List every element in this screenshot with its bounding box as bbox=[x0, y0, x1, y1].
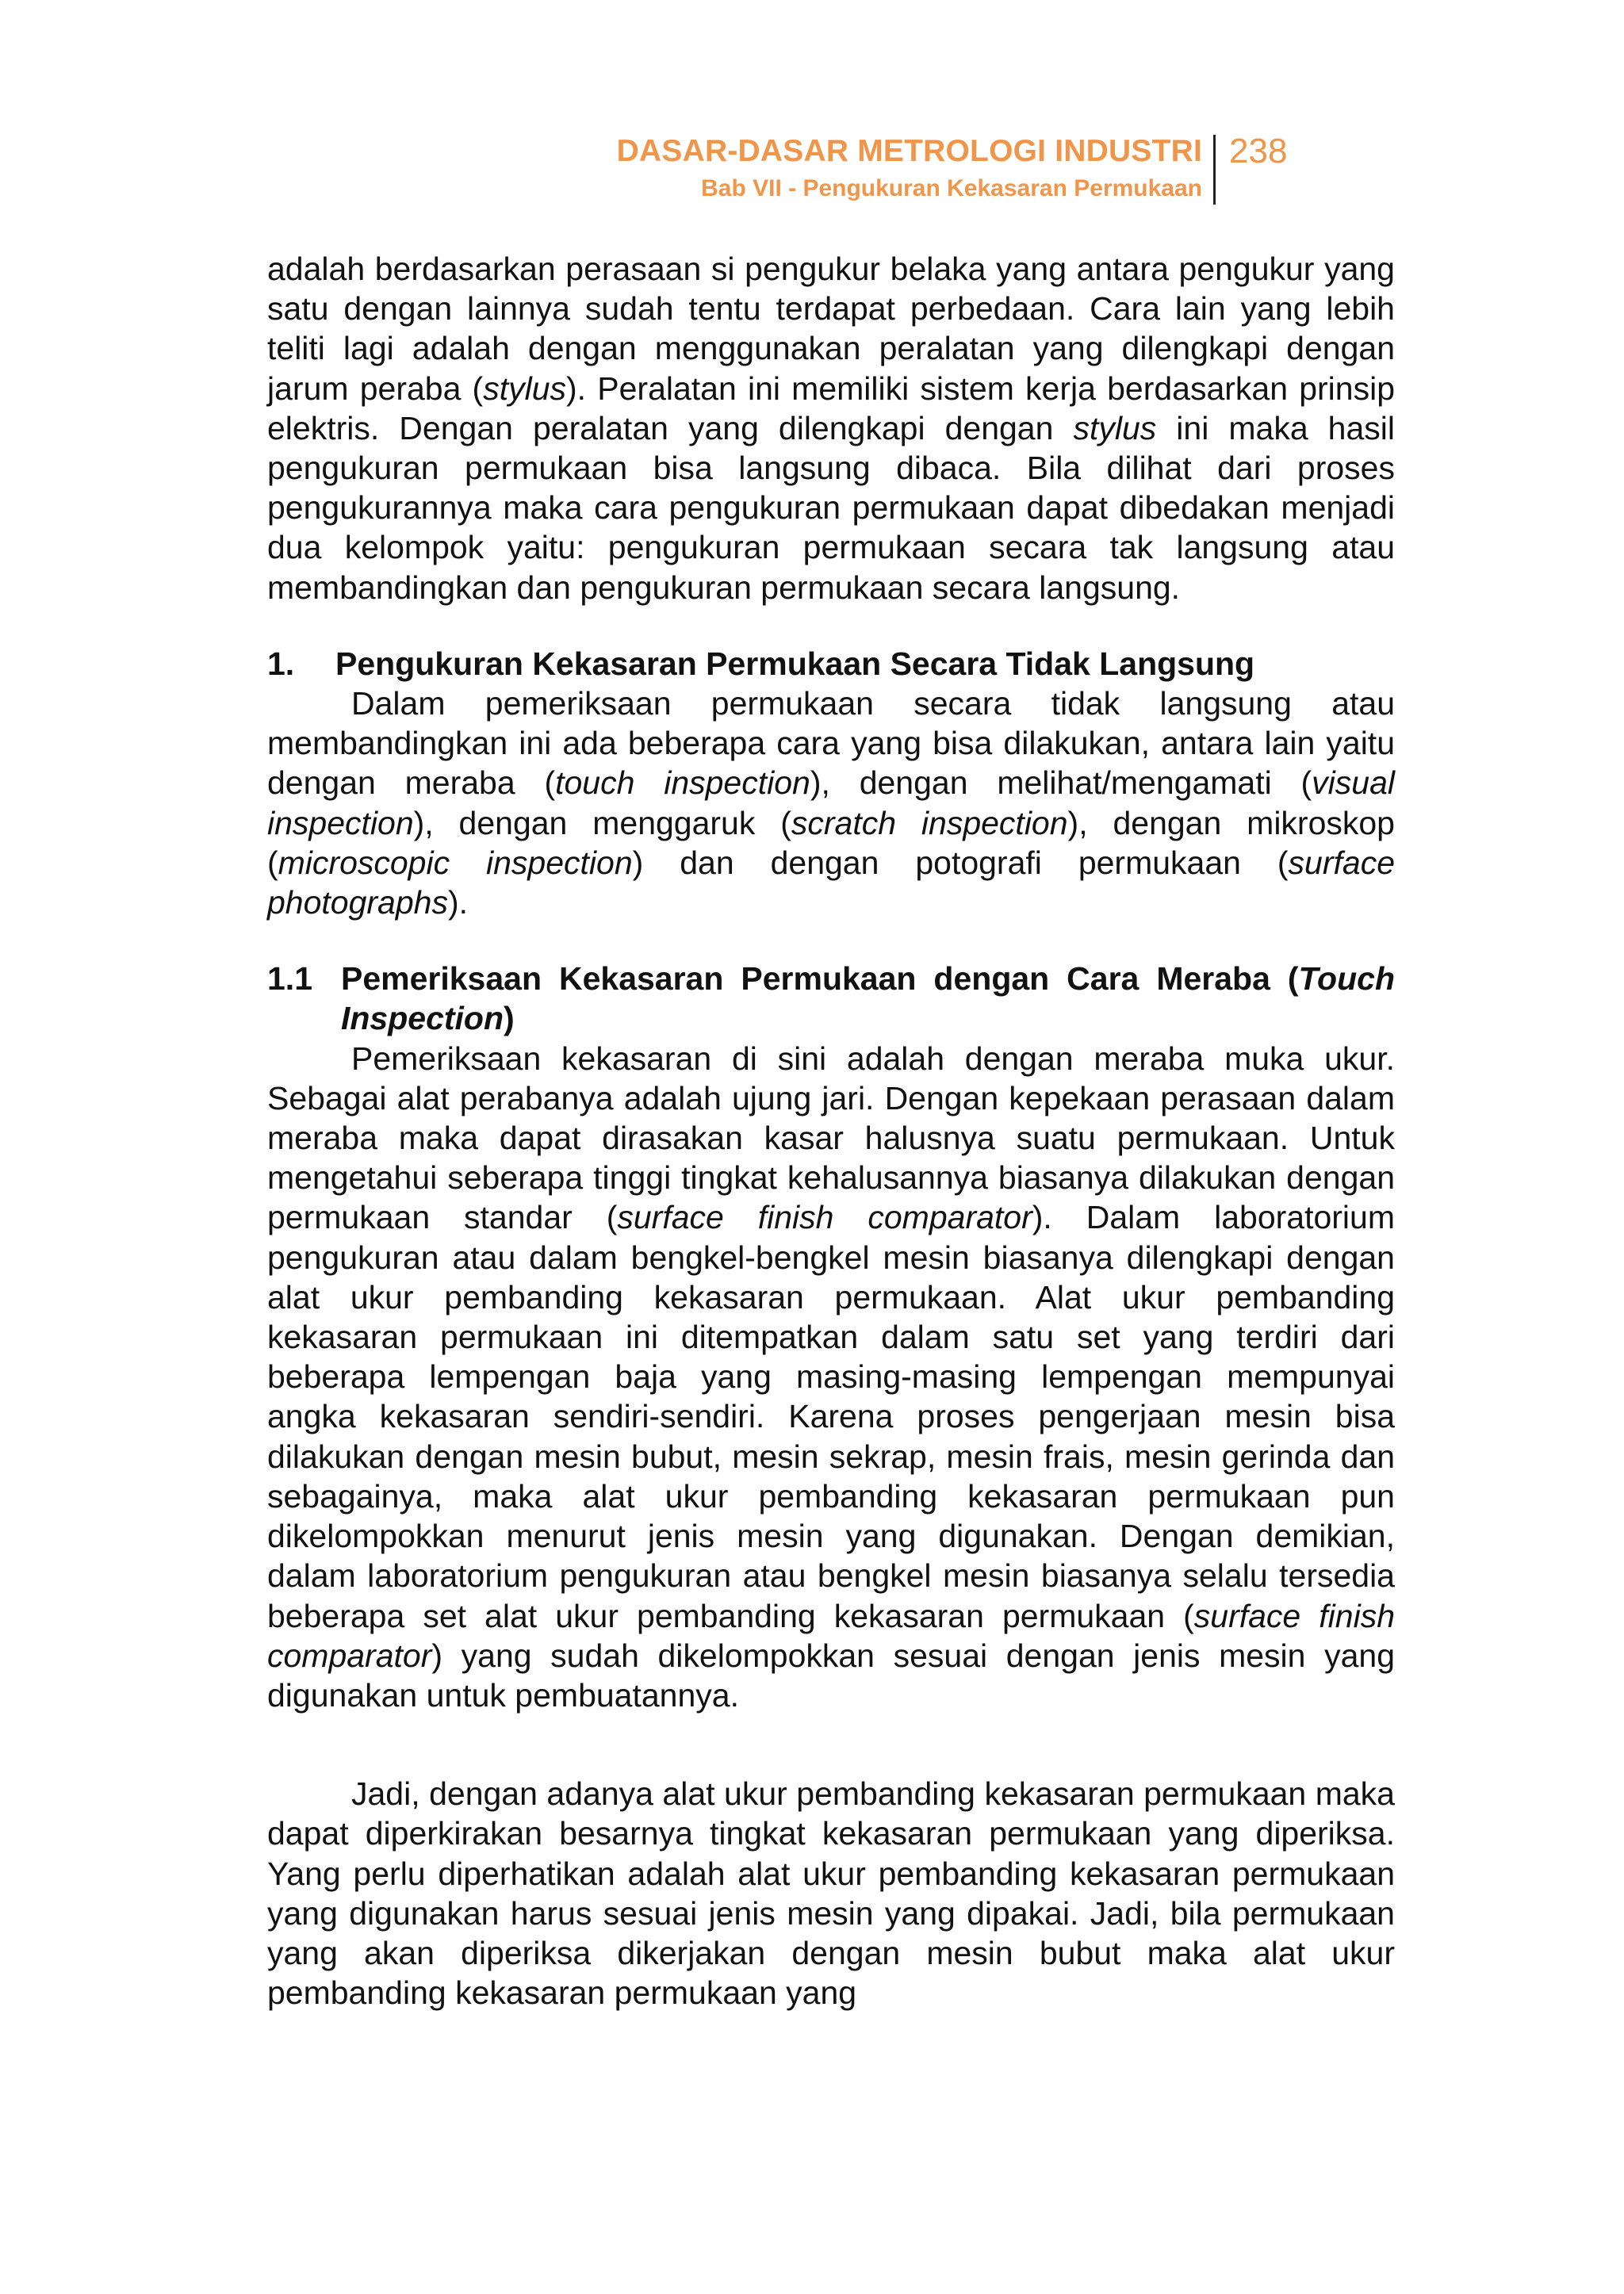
section-1-1-paragraph-2: Jadi, dengan adanya alat ukur pembanding kekasaran permukaan maka dapat diperkirakan besarnya tingkat kekasaran permukaan yang diperiksa. Yang perlu diperhatikan adalah alat ukur pembanding kekasaran permukaan yang digunakan harus sesuai jenis mesin yang dipakai. Jadi, bila permukaan yang akan diperiksa dikerjakan dengan mesin bubut maka alat ukur pembanding kekasaran permukaan yang bbox=[267, 1775, 1395, 2012]
intro-text-3: ini maka hasil pengukuran permukaan bisa langsung dibaca. Bila dilihat dari proses pengukurannya maka cara pengukuran permukaan dapat dibedakan menjadi dua kelompok yaitu: pengukuran permukaan secara tak langsung atau membandingkan dan pengukuran permukaan secara langsung. bbox=[267, 409, 1395, 606]
s1-text-4: ), dengan mikroskop ( bbox=[267, 804, 1395, 881]
section-1-paragraph bbox=[267, 684, 1395, 922]
page-header bbox=[0, 133, 1624, 209]
s11-title-b: ) bbox=[504, 1000, 515, 1037]
spacer bbox=[267, 607, 1395, 644]
section-1-number: 1. bbox=[267, 645, 295, 682]
s1-italic-2: visual inspection bbox=[267, 764, 1395, 841]
header-titles bbox=[617, 133, 1202, 208]
s11-title-italic: Touch Inspection bbox=[341, 960, 1395, 1037]
page-number: 238 bbox=[1229, 132, 1288, 170]
section-1-title: Pengukuran Kekasaran Permukaan Secara Tidak Langsung bbox=[335, 645, 1255, 682]
s1-text-2: ), dengan melihat/mengamati ( bbox=[810, 764, 1312, 802]
chapter-title: Bab VII - Pengukuran Kekasaran Permukaan bbox=[701, 175, 1202, 201]
section-1-1-number: 1.1 bbox=[267, 960, 312, 998]
header-divider bbox=[1213, 135, 1216, 205]
s11-italic-2: surface finish comparator bbox=[267, 1597, 1395, 1674]
section-1-1-title bbox=[341, 959, 1395, 1038]
s1-italic-5: surface photographs bbox=[267, 844, 1395, 921]
section-1-heading bbox=[267, 644, 1395, 684]
intro-italic-1: stylus bbox=[483, 370, 567, 407]
s11-text-1: Pemeriksaan kekasaran di sini adalah dengan meraba muka ukur. Sebagai alat perabanya adalah ujung jari. Dengan kepekaan perasaan dalam meraba maka dapat dirasakan kasar halusnya suatu permukaan. Untuk mengetahui seberapa tinggi tingkat kehalusannya biasanya dilakukan dengan permukaan standar ( bbox=[267, 1040, 1395, 1236]
intro-text-2: ). Peralatan ini memiliki sistem kerja berdasarkan prinsip elektris. Dengan peralatan yang dilengkapi dengan bbox=[267, 370, 1395, 446]
s1-text-1: Dalam pemeriksaan permukaan secara tidak langsung atau membandingkan ini ada beberapa cara yang bisa dilakukan, antara lain yaitu dengan meraba ( bbox=[267, 685, 1395, 802]
section-1-1-paragraph bbox=[267, 1039, 1395, 1715]
book-title: DASAR-DASAR METROLOGI INDUSTRI bbox=[616, 134, 1202, 168]
spacer bbox=[267, 1715, 1395, 1774]
s1-text-6: ). bbox=[447, 884, 469, 921]
intro-paragraph bbox=[267, 249, 1395, 607]
spacer bbox=[267, 922, 1395, 959]
s1-italic-3: scratch inspection bbox=[791, 804, 1068, 841]
s11-italic-1: surface finish comparator bbox=[617, 1199, 1032, 1236]
s1-italic-1: touch inspection bbox=[555, 764, 810, 802]
s11-title-a: Pemeriksaan Kekasaran Permukaan dengan Cara Meraba ( bbox=[341, 960, 1299, 998]
section-1-1-heading bbox=[267, 959, 1395, 1038]
intro-text-1: adalah berdasarkan perasaan si pengukur belaka yang antara pengukur yang satu dengan lainnya sudah tentu terdapat perbedaan. Cara lain yang lebih teliti lagi adalah dengan menggunakan peralatan yang dilengkapi dengan jarum peraba ( bbox=[267, 251, 1395, 407]
intro-italic-2: stylus bbox=[1073, 409, 1157, 446]
s1-text-5: ) dan dengan potografi permukaan ( bbox=[632, 844, 1289, 881]
s11-text-2: ). Dalam laboratorium pengukuran atau dalam bengkel-bengkel mesin biasanya dilengkapi dengan alat ukur pembanding kekasaran permukaan. Alat ukur pembanding kekasaran permukaan ini ditempatkan dalam satu set yang terdiri dari beberapa lempengan baja yang masing-masing lempengan mempunyai angka kekasaran sendiri-sendiri. Karena proses pengerjaan mesin bisa dilakukan dengan mesin bubut, mesin sekrap, mesin frais, mesin gerinda dan sebagainya, maka alat ukur pembanding kekasaran permukaan pun dikelompokkan menurut jenis mesin yang digunakan. Dengan demikian, dalam laboratorium pengukuran atau bengkel mesin biasanya selalu tersedia beberapa set alat ukur pembanding kekasaran permukaan ( bbox=[267, 1199, 1395, 1634]
s1-text-3: ), dengan menggaruk ( bbox=[413, 804, 791, 841]
s1-italic-4: microscopic inspection bbox=[278, 844, 633, 881]
page-body bbox=[267, 249, 1395, 2013]
s11-text-3: ) yang sudah dikelompokkan sesuai dengan jenis mesin yang digunakan untuk pembuatannya. bbox=[267, 1637, 1395, 1714]
